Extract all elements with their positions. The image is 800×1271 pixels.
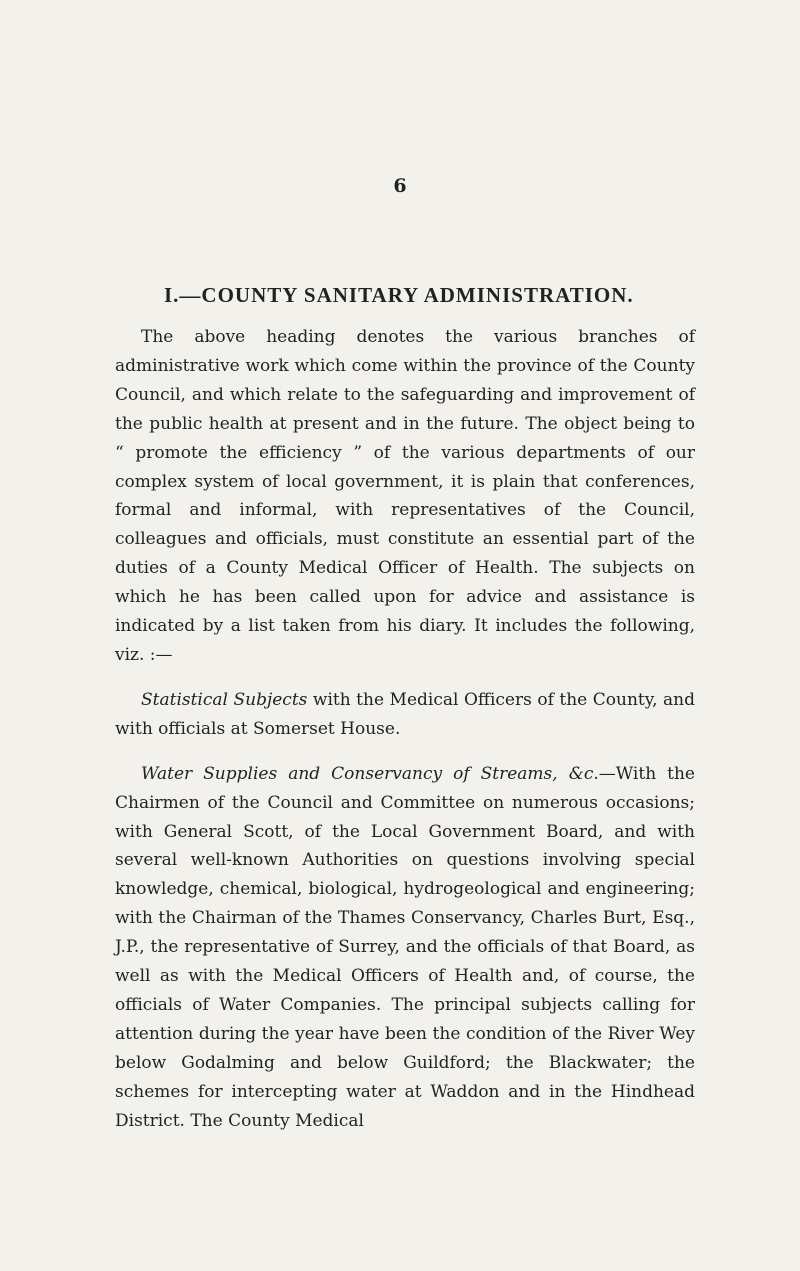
page-number: 6 [393,175,407,197]
water-paragraph [115,760,695,1136]
statistical-paragraph [115,686,695,744]
statistical-text: with the Medical Officers of the County, and with officials at Somerset House. [115,689,695,739]
water-text: —With the Chairmen of the Council and Committee on numerous occasions; with General Scott, of the Local Government Board, and with several well-known Authorities on questions involving special knowledge, chemical, biological, hydrogeological and engineering; with the Chairman of the Thames Conservancy, Charles Burt, Esq., J.P., the representative of Surrey, and the officials of that Board, as well as with the Medical Officers of Health and, of course, the officials of Water Companies. The principal subjects calling for attention during the year have been the condition of the River Wey below Godalming and below Guildford; the Blackwater; the schemes for intercepting water at Waddon and in the Hindhead District. The County Medical [115,763,695,1131]
water-title: Water Supplies and Conservancy of Streams, &c. [141,763,599,784]
intro-paragraph: The above heading denotes the various branches of administrative work which come within the province of the County Council, and which relate to the safeguarding and improvement of the public health at present and in the future. The object being to “ promote the efficiency ” of the various departments of our complex system of local government, it is plain that conferences, formal and informal, with representatives of the Council, colleagues and officials, must constitute an essential part of the duties of a County Medical Officer of Health. The subjects on which he has been called upon for advice and assistance is indicated by a list taken from his diary. It includes the following, viz. :— [115,327,695,665]
section-heading: I.—COUNTY SANITARY ADMINISTRATION. [164,283,634,307]
statistical-title: Statistical Subjects [141,689,308,710]
body-text [115,323,695,1135]
